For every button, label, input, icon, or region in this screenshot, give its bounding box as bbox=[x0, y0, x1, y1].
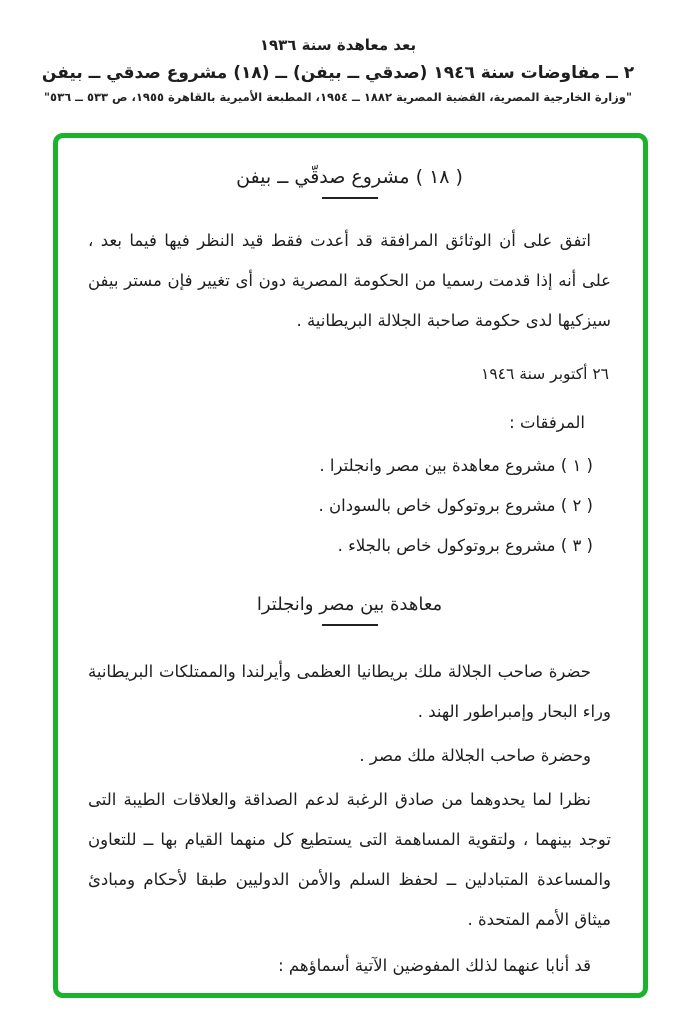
document-date: ٢٦ أكتوبر سنة ١٩٤٦ bbox=[481, 365, 609, 383]
attachments-label: المرفقات : bbox=[509, 413, 585, 432]
agreement-paragraph: اتفق على أن الوثائق المرافقة قد أعدت فقط قيد النظر فيها فيما بعد ، على أنه إذا قدمت رسميا من الحكومة المصرية دون أى تغيير فإن مستر بيفن سيزكيها لدى حكومة صاحبة الجلالة البريطانية . bbox=[88, 231, 611, 330]
british-majesty-paragraph: حضرة صاحب الجلالة ملك بريطانيا العظمى وأيرلندا والممتلكات البريطانية وراء البحار وإمبراطور الهند . bbox=[88, 662, 611, 721]
document-body bbox=[58, 138, 643, 993]
preamble-paragraph: نظرا لما يحدوهما من صادق الرغبة لدعم الصداقة والعلاقات الطيبة التى توجد بينهما ، ولتقوية المساهمة التى يستطيع كل منهما القيام بها ــ للتعاون والمساعدة المتبادلين ــ لحفظ السلم والأمن الدوليين طبقا لأحكام ومبادئ ميثاق الأمم المتحدة . bbox=[88, 790, 611, 929]
era-label: بعد معاهدة سنة ١٩٣٦ bbox=[259, 36, 417, 54]
heading-underline bbox=[322, 624, 378, 626]
attachments-list bbox=[88, 446, 611, 566]
plenipotentiaries-paragraph: قد أنابا عنهما لذلك المفوضين الآتية أسماؤهم : bbox=[278, 956, 591, 975]
source-citation: "وزارة الخارجية المصرية، القضية المصرية ١٨٨٢ ــ ١٩٥٤، المطبعة الأميرية بالقاهرة ١٩٥٥، ص ٥٣٣ ــ ٥٣٦" bbox=[44, 90, 632, 104]
chapter-title: ٢ ــ مفاوضات سنة ١٩٤٦ (صدقي ــ بيفن) ــ (١٨) مشروع صدقي ــ بيفن bbox=[41, 63, 635, 83]
treaty-heading: معاهدة بين مصر وانجلترا bbox=[256, 594, 443, 615]
document-title: ( ١٨ ) مشروع صدقّي ــ بيفن bbox=[236, 166, 463, 188]
list-item: ( ١ ) مشروع معاهدة بين مصر وانجلترا . bbox=[319, 456, 593, 475]
list-item: ( ٢ ) مشروع بروتوكول خاص بالسودان . bbox=[318, 496, 593, 515]
title-underline bbox=[322, 197, 378, 199]
list-item: ( ٣ ) مشروع بروتوكول خاص بالجلاء . bbox=[337, 536, 593, 555]
highlight-frame bbox=[53, 133, 648, 998]
bibliographic-header bbox=[0, 36, 676, 104]
egyptian-majesty-paragraph: وحضرة صاحب الجلالة ملك مصر . bbox=[359, 746, 591, 765]
